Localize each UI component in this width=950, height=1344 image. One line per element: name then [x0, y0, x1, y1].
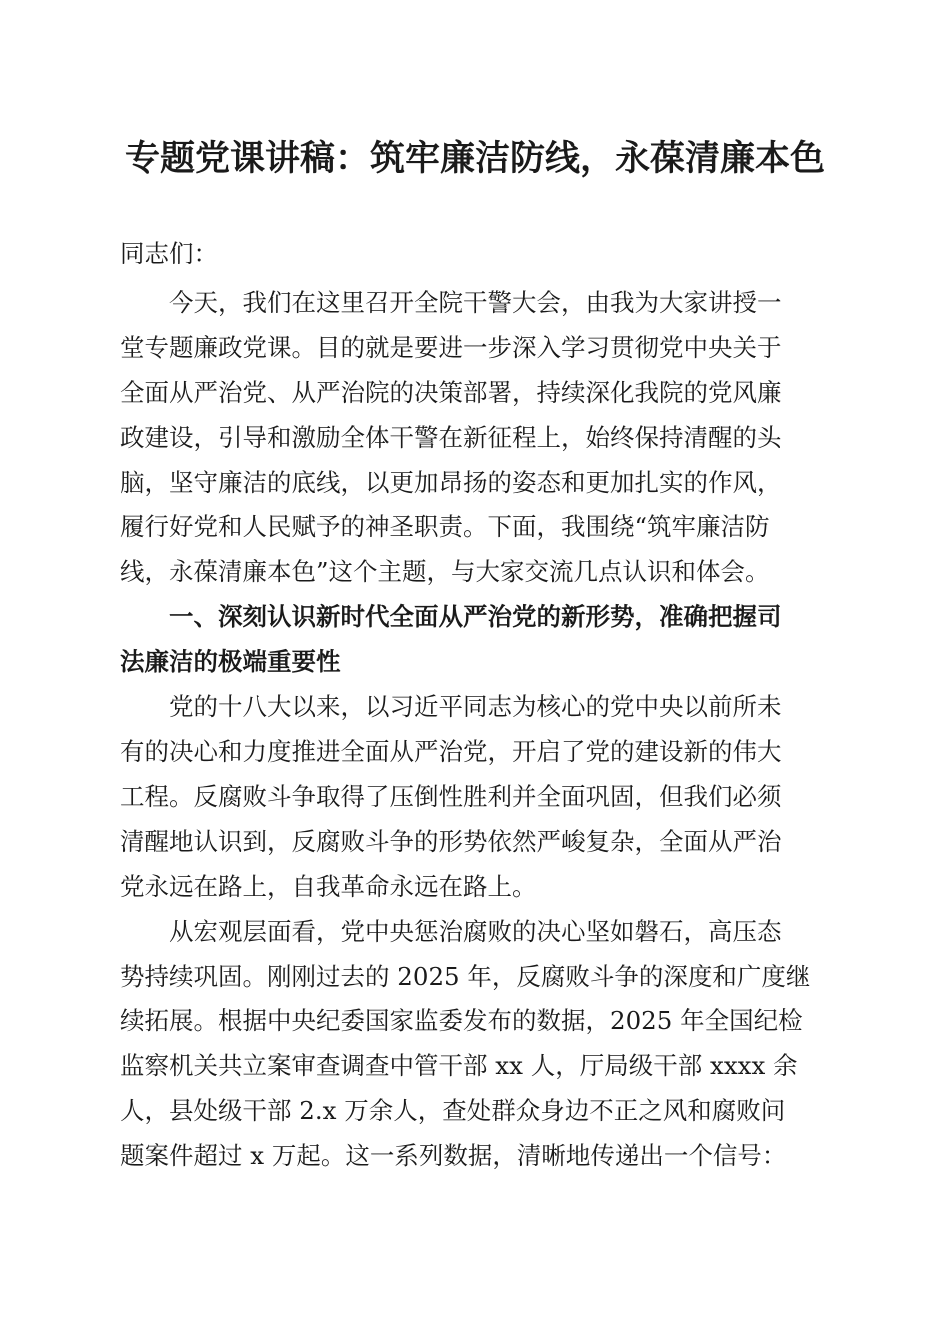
document-title: 专题党课讲稿：筑牢廉洁防线，永葆清廉本色 — [124, 138, 825, 179]
text-line: 续拓展。根据中央纪委国家监委发布的数据，2025 年全国纪检 — [120, 1006, 803, 1036]
text-line: 有的决心和力度推进全面从严治党，开启了党的建设新的伟大 — [120, 736, 782, 766]
heading-line: 法廉洁的极端重要性 — [120, 647, 341, 677]
text-line: 政建设，引导和激励全体干警在新征程上，始终保持清醒的头 — [120, 422, 782, 452]
salutation: 同志们： — [120, 239, 218, 268]
text-line: 势持续巩固。刚刚过去的 2025 年，反腐败斗争的深度和广度继 — [120, 961, 811, 991]
text-line: 人，县处级干部 2.x 万余人，查处群众身边不正之风和腐败问 — [120, 1096, 786, 1126]
text-line: 工程。反腐败斗争取得了压倒性胜利并全面巩固，但我们必须 — [120, 781, 782, 811]
text-line: 线，永葆清廉本色”这个主题，与大家交流几点认识和体会。 — [120, 557, 770, 587]
text-line: 从宏观层面看，党中央惩治腐败的决心坚如磐石，高压态 — [169, 916, 782, 946]
heading-line: 一、深刻认识新时代全面从严治党的新形势，准确把握司 — [169, 602, 782, 632]
paragraph-macro — [120, 910, 832, 1179]
text-line: 脑，坚守廉洁的底线，以更加昂扬的姿态和更加扎实的作风， — [120, 467, 782, 497]
text-line: 履行好党和人民赋予的神圣职责。下面，我围绕“筑牢廉洁防 — [120, 512, 770, 542]
paragraph-situation — [120, 685, 832, 910]
section-heading-1 — [120, 595, 832, 685]
text-line: 党永远在路上，自我革命永远在路上。 — [120, 871, 537, 901]
text-line: 堂专题廉政党课。目的就是要进一步深入学习贯彻党中央关于 — [120, 332, 782, 362]
text-line: 今天，我们在这里召开全院干警大会，由我为大家讲授一 — [169, 287, 782, 317]
text-line: 题案件超过 x 万起。这一系列数据，清晰地传递出一个信号： — [120, 1141, 787, 1171]
text-line: 清醒地认识到，反腐败斗争的形势依然严峻复杂，全面从严治 — [120, 826, 782, 856]
text-line: 党的十八大以来，以习近平同志为核心的党中央以前所未 — [169, 692, 782, 722]
text-line: 监察机关共立案审查调查中管干部 xx 人，厅局级干部 xxxx 余 — [120, 1051, 798, 1081]
text-line: 全面从严治党、从严治院的决策部署，持续深化我院的党风廉 — [120, 377, 782, 407]
document-body — [120, 232, 832, 1179]
paragraph-intro — [120, 281, 832, 595]
